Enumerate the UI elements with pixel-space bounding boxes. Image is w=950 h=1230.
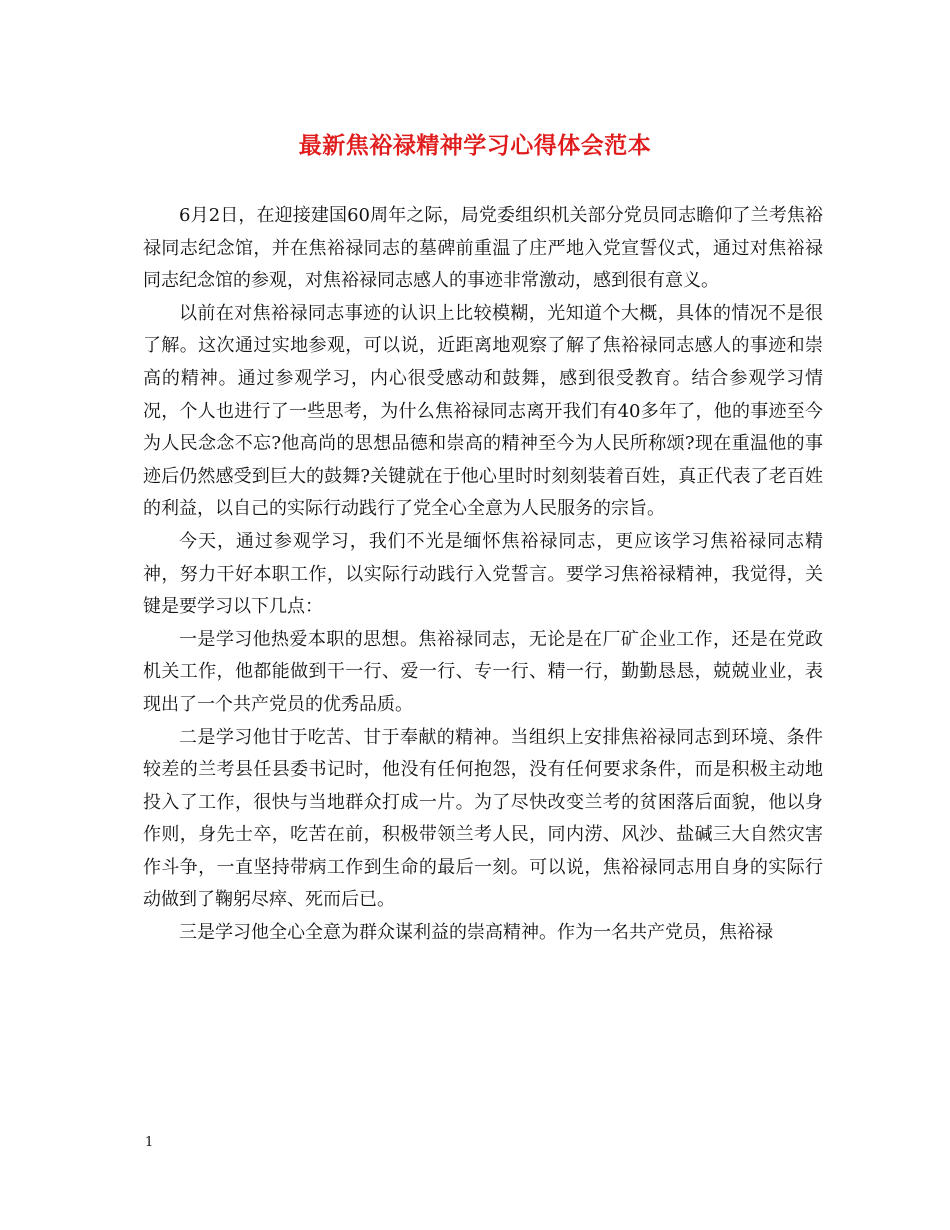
paragraph: 6月2日，在迎接建国60周年之际，局党委组织机关部分党员同志瞻仰了兰考焦裕禄同志纪念馆，并在焦裕禄同志的墓碑前重温了庄严地入党宣誓仪式，通过对焦裕禄同志纪念馆的参观，对焦裕禄同志感人的事迹非常激动，感到很有意义。 <box>143 205 823 292</box>
paragraph: 三是学习他全心全意为群众谋利益的崇高精神。作为一名共产党员，焦裕禄 <box>179 922 773 944</box>
paragraph: 以前在对焦裕禄同志事迹的认识上比较模糊，光知道个大概，具体的情况不是很了解。这次通过实地参观，可以说，近距离地观察了解了焦裕禄同志感人的事迹和崇高的精神。通过参观学习，内心很受感动和鼓舞，感到很受教育。结合参观学习情况，个人也进行了一些思考，为什么焦裕禄同志离开我们有40多年了，他的事迹至今为人民念念不忘?他高尚的思想品德和崇高的精神至今为人民所称颂?现在重温他的事迹后仍然感受到巨大的鼓舞?关键就在于他心里时时刻刻装着百姓，真正代表了老百姓的利益，以自己的实际行动践行了党全心全意为人民服务的宗旨。 <box>143 302 823 520</box>
document-body <box>143 200 823 950</box>
paragraph: 今天，通过参观学习，我们不光是缅怀焦裕禄同志，更应该学习焦裕禄同志精神，努力干好本职工作，以实际行动践行入党誓言。要学习焦裕禄精神，我觉得，关键是要学习以下几点： <box>143 530 823 618</box>
paragraph: 一是学习他热爱本职的思想。焦裕禄同志，无论是在厂矿企业工作，还是在党政机关工作，他都能做到干一行、爱一行、专一行、精一行，勤勤恳恳，兢兢业业，表现出了一个共产党员的优秀品质。 <box>143 628 823 715</box>
paragraph: 二是学习他甘于吃苦、甘于奉献的精神。当组织上安排焦裕禄同志到环境、条件较差的兰考县任县委书记时，他没有任何抱怨，没有任何要求条件，而是积极主动地投入了工作，很快与当地群众打成一片。为了尽快改变兰考的贫困落后面貌，他以身作则，身先士卒，吃苦在前，积极带领兰考人民，同内涝、风沙、盐碱三大自然灾害作斗争，一直坚持带病工作到生命的最后一刻。可以说，焦裕禄同志用自身的实际行动做到了鞠躬尽瘁、死而后已。 <box>143 726 823 911</box>
page-number: 1 <box>145 1135 154 1150</box>
document-title: 最新焦裕禄精神学习心得体会范本 <box>298 132 652 159</box>
